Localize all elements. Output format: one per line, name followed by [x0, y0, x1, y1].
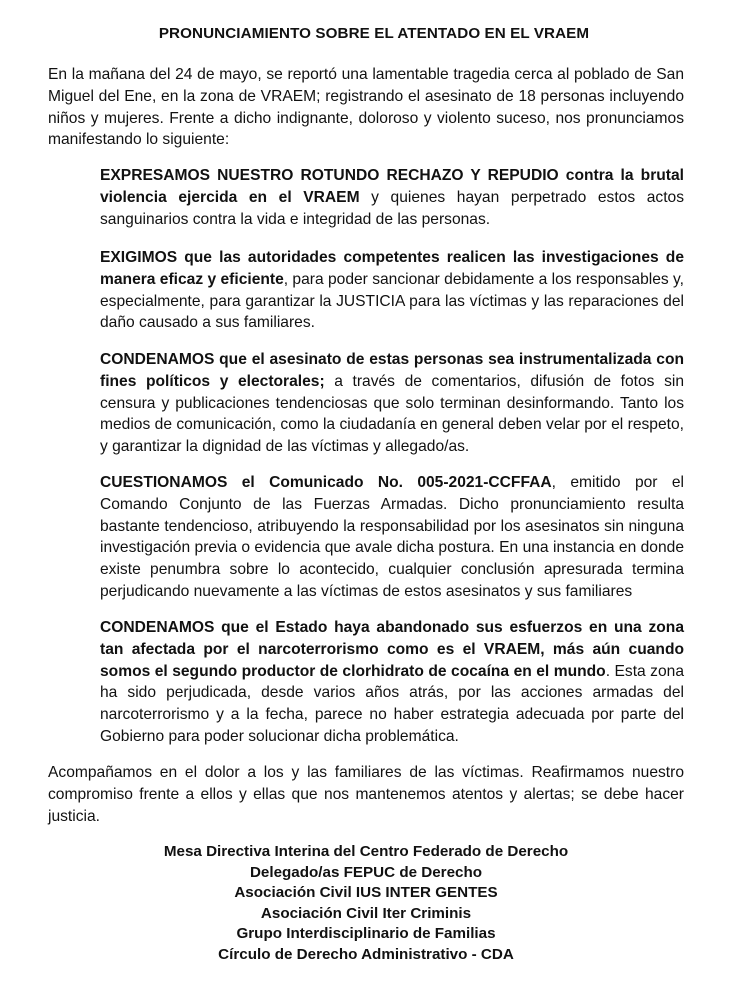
statement-condenamos-instrumentalizacion-text: a través de comentarios, difusión de fotos sin censura y publicaciones tendenciosas que solo terminan desinformando. Tanto los medios de comunicación, como la ciudadanía en general deben velar por el respeto, y garantizar la dignidad de las víctimas y allegado/as. [100, 372, 685, 456]
statement-exigimos [100, 247, 684, 334]
statement-rechazo-bold: EXPRESAMOS NUESTRO ROTUNDO RECHAZO Y REPUDIO contra la brutal violencia ejercida en el VRAEM [100, 167, 684, 206]
statement-condenamos-instrumentalizacion-bold: CONDENAMOS que el asesinato de estas personas sea instrumentalizada con fines políticos y electorales; [100, 351, 684, 390]
signature-line: Grupo Interdisciplinario de Familias [236, 925, 496, 943]
signature-line: Asociación Civil IUS INTER GENTES [234, 884, 498, 902]
statement-condenamos-estado-bold: CONDENAMOS que el Estado haya abandonado sus esfuerzos en una zona tan afectada por el narcoterrorismo como es el VRAEM, más aún cuando somos el segundo productor de clorhidrato de cocaína en el mundo [100, 619, 684, 680]
statement-condenamos-instrumentalizacion [100, 349, 684, 458]
statement-cuestionamos [100, 472, 684, 603]
signature-line: Asociación Civil Iter Criminis [260, 904, 472, 922]
statement-condenamos-estado [100, 617, 684, 748]
document-title: PRONUNCIAMIENTO SOBRE EL ATENTADO EN EL VRAEM [158, 25, 590, 42]
statement-rechazo-text: y quienes hayan perpetrado estos actos sanguinarios contra la vida e integridad de las personas. [100, 188, 684, 228]
statement-rechazo [100, 165, 684, 230]
statement-condenamos-estado-text: . Esta zona ha sido perjudicada, desde varios años atrás, por las acciones armadas del narcoterrorismo y a la fecha, parece no haber estrategia adecuada por parte del Gobierno para poder solucionar dicha problemática. [100, 662, 685, 745]
signature-line: Delegado/as FEPUC de Derecho [249, 863, 483, 881]
signature-line: Mesa Directiva Interina del Centro Federado de Derecho [163, 843, 569, 860]
statement-exigimos-text: , para poder sancionar debidamente a los responsables y, especialmente, para garantizar la JUSTICIA para las víctimas y las reparaciones del daño causado a sus familiares. [100, 270, 684, 332]
statement-cuestionamos-text: , emitido por el Comando Conjunto de las Fuerzas Armadas. Dicho pronunciamiento resulta bastante tendencioso, atribuyendo la responsabilidad por los asesinatos sin ninguna investigación previa o evidencia que avale dicha postura. En una instancia en donde existe penumbra sobre lo acontecido, cualquier conclusión apresurada termina perjudicando nuevamente a las víctimas de estos asesinatos y sus familiares [100, 474, 684, 600]
closing-paragraph: Acompañamos en el dolor a los y las familiares de las víctimas. Reafirmamos nuestro compromiso frente a ellos y ellas que nos mantenemos atentos y alertas; se debe hacer justicia. [48, 764, 684, 825]
statement-exigimos-bold: EXIGIMOS que las autoridades competentes realicen las investigaciones de manera eficaz y eficiente [100, 249, 684, 288]
statement-cuestionamos-bold: CUESTIONAMOS el Comunicado No. 005-2021-CCFFAA [100, 474, 552, 491]
signature-line: Círculo de Derecho Administrativo - CDA [218, 945, 514, 963]
signatures-block [0, 842, 732, 966]
intro-paragraph: En la mañana del 24 de mayo, se reportó una lamentable tragedia cerca al poblado de San Miguel del Ene, en la zona de VRAEM; registrando el asesinato de 18 personas incluyendo niños y mujeres. Frente a dicho indignante, doloroso y violento suceso, nos pronunciamos manifestando lo siguiente: [48, 66, 684, 149]
